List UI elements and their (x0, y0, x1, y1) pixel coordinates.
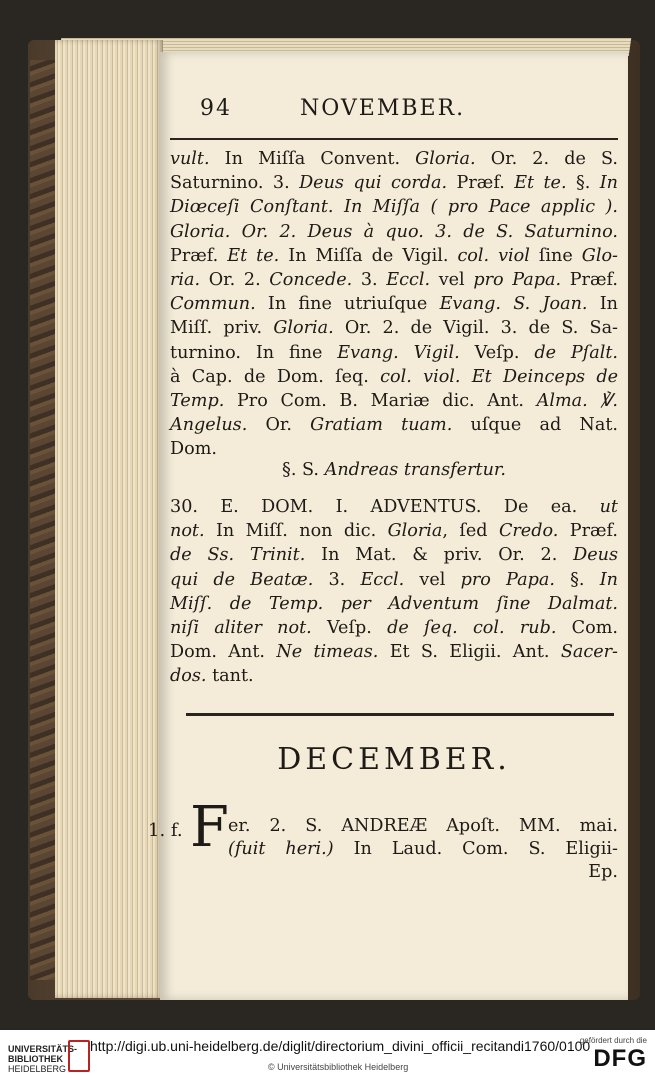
text-line: Miſſ. priv. Gloria. Or. 2. de Vigil. 3. de S. Sa- (170, 318, 618, 339)
dec-date-marker: 1. f. (148, 820, 183, 841)
text-line: Dom. Ant. Ne timeas. Et S. Eligii. Ant. Sacer- (170, 642, 618, 663)
text-line: dos. tant. (170, 666, 254, 687)
library-name-1: UNIVERSITÄTS- (8, 1044, 78, 1054)
footer-bar (0, 1030, 655, 1080)
library-name-2: BIBLIOTHEK (8, 1054, 63, 1064)
text-line: Præf. Et te. In Miſſa de Vigil. col. viol ſine Glo- (170, 245, 618, 266)
text-line: Dom. (170, 439, 217, 460)
dropcap-letter: F (190, 795, 229, 860)
text-line: Commun. In fine utriuſque Evang. S. Joan. In (170, 294, 619, 315)
text-line: de Ss. Trinit. In Mat. & priv. Or. 2. Deus (170, 545, 618, 566)
text-line: (fuit heri.) In Laud. Com. S. Eligii- (228, 839, 618, 859)
copyright-note: © Universitätsbibliothek Heidelberg (268, 1062, 409, 1072)
funded-by-label: gefördert durch die (579, 1036, 647, 1045)
section-divider (186, 713, 614, 716)
page-number: 94 (200, 96, 232, 121)
text-line: 30. E. DOM. I. ADVENTUS. De ea. ut (170, 497, 618, 517)
text-line: Angelus. Or. Gratiam tuam. uſque ad Nat. (170, 415, 618, 436)
header-rule (170, 138, 618, 140)
library-name-3: HEIDELBERG (8, 1064, 67, 1074)
dfg-logo (580, 1036, 647, 1073)
text-line: ria. Or. 2. Concede. 3. Eccl. vel pro Papa. Præf. (170, 270, 618, 290)
page-edges (55, 40, 163, 998)
section-title: DECEMBER. (277, 742, 511, 777)
text-line: Ep. (588, 862, 618, 882)
text-line: qui de Beatæ. 3. Eccl. vel pro Papa. §. In (170, 569, 618, 590)
text-line: Diœceſi Conſtant. In Miſſa ( pro Pace applic ). (170, 197, 619, 218)
text-line: Miſſ. de Temp. per Adventum ſine Dalmat. (170, 593, 618, 614)
page-header (200, 96, 465, 121)
book-page (148, 52, 628, 1000)
text-line: turnino. In fine Evang. Vigil. Veſp. de Pſalt. (170, 342, 618, 363)
permalink-url[interactable]: http://digi.ub.uni-heidelberg.de/diglit/directorium_divini_officii_recitandi1760/0100 (90, 1038, 591, 1054)
text-line: niſi aliter not. Veſp. de ſeq. col. rub. Com. (170, 618, 618, 638)
month-heading: NOVEMBER. (300, 96, 466, 121)
text-line: Temp. Pro Com. B. Mariæ dic. Ant. Alma. ℣. (170, 391, 618, 411)
text-line: Gloria. Or. 2. Deus à quo. 3. de S. Saturnino. (170, 221, 618, 242)
library-logo (8, 1044, 77, 1074)
text-line: §. S. Andreas transfertur. (282, 460, 506, 480)
text-line: not. In Miſſ. non dic. Gloria, ſed Credo. Præf. (170, 521, 618, 542)
text-line: vult. In Miſſa Convent. Gloria. Or. 2. de S. (170, 149, 618, 169)
library-emblem-icon (68, 1040, 90, 1072)
text-line: Saturnino. 3. Deus qui corda. Præf. Et te. §. In (170, 173, 618, 194)
text-line: er. 2. S. ANDREÆ Apoſt. MM. mai. (228, 816, 618, 836)
dfg-wordmark: DFG (593, 1045, 647, 1072)
text-line: à Cap. de Dom. ſeq. col. viol. Et Deinceps de (170, 366, 618, 387)
